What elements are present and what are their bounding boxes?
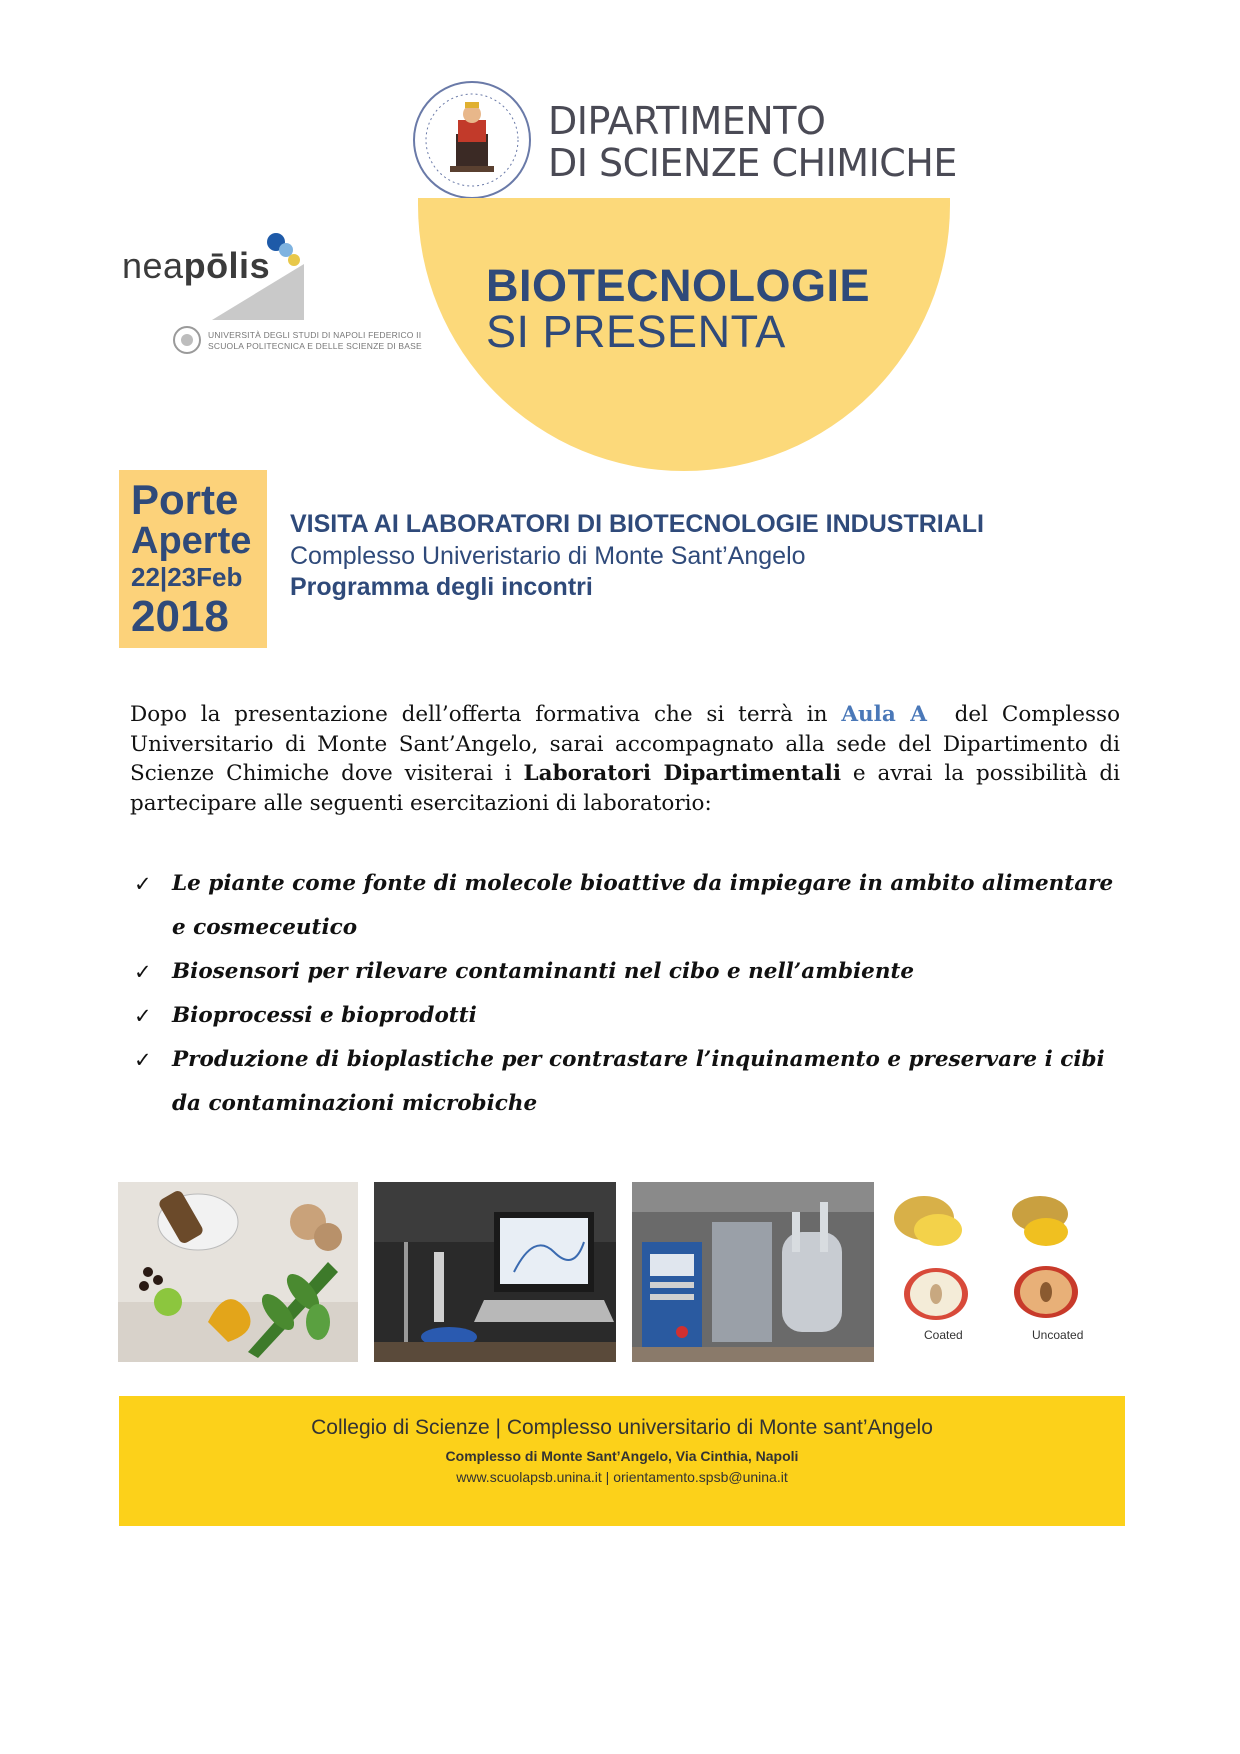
photo-coated-uncoated-food: [890, 1182, 1124, 1362]
list-item-text: Produzione di bioplastiche per contrastare l’inquinamento e preservare i cibi da contaminazioni microbiche: [172, 1047, 1105, 1116]
check-icon: ✓: [134, 960, 152, 984]
unina-seal-icon: [172, 325, 202, 355]
footer-address: Complesso di Monte Sant’Angelo, Via Cinthia, Napoli: [445, 1448, 799, 1464]
footer-banner: [119, 1396, 1125, 1526]
list-item: [130, 1038, 1130, 1126]
unina-text-line1: UNIVERSITÀ DEGLI STUDI DI NAPOLI FEDERICO II: [208, 330, 422, 340]
neapolis-word-bold: pōlis: [183, 245, 271, 286]
check-icon: ✓: [134, 872, 152, 896]
unina-school-text: [208, 330, 422, 352]
check-icon: ✓: [134, 1004, 152, 1028]
department-title-line2: DI SCIENZE CHIMICHE: [548, 141, 957, 185]
uncoated-label: Uncoated: [1032, 1328, 1084, 1342]
photo-herbs-mortar: [118, 1182, 358, 1362]
list-item-text: Biosensori per rilevare contaminanti nel cibo e nell’ambiente: [172, 959, 915, 984]
porte-aperte-line1: Porte: [131, 476, 239, 523]
unina-text-line2: SCUOLA POLITECNICA E DELLE SCIENZE DI BASE: [208, 341, 422, 351]
list-item-text: Le piante come fonte di molecole bioattive da impiegare in ambito alimentare e cosmeceutico: [172, 871, 1114, 940]
list-item: [130, 950, 1130, 994]
intro-aula: Aula A: [841, 702, 927, 727]
footer-line1: Collegio di Scienze | Complesso universitario di Monte sant’Angelo: [311, 1416, 933, 1439]
list-item: [130, 994, 1130, 1038]
porte-aperte-dates: 22|23Feb: [131, 562, 243, 592]
porte-aperte-badge: [119, 470, 267, 648]
list-item-text: Bioprocessi e bioprodotti: [172, 1003, 477, 1028]
visit-subtitle: Complesso Univeristario di Monte Sant’Angelo: [290, 542, 806, 570]
department-seal-logo: [410, 78, 534, 202]
coated-label: Coated: [924, 1328, 963, 1342]
photo-bioreactor: [632, 1182, 874, 1362]
photo-biosensor-laptop: [374, 1182, 616, 1362]
neapolis-logo-graphic: [206, 230, 310, 326]
headline-line1: BIOTECNOLOGIE: [486, 260, 871, 311]
department-title: [548, 100, 957, 184]
footer-contacts: www.scuolapsb.unina.it | orientamento.spsb@unina.it: [456, 1469, 788, 1485]
intro-part2: del Complesso Universitario di Monte Sant’Angelo, sarai accompagnato alla sede del Dipartimento di Scienze Chimiche dove visiterai i: [130, 702, 1121, 786]
intro-labs: Laboratori Dipartimentali: [523, 761, 842, 786]
intro-paragraph: [130, 700, 1120, 818]
headline-line2: SI PRESENTA: [486, 306, 786, 357]
visit-title: VISITA AI LABORATORI DI BIOTECNOLOGIE INDUSTRIALI: [290, 510, 984, 538]
porte-aperte-line2: Aperte: [131, 520, 252, 562]
visit-program: Programma degli incontri: [290, 573, 593, 601]
intro-part1: Dopo la presentazione dell’offerta formativa che si terrà in: [130, 702, 828, 727]
porte-aperte-year: 2018: [131, 592, 229, 641]
neapolis-word-light: nea: [122, 245, 184, 286]
check-icon: ✓: [134, 1048, 152, 1072]
department-title-line1: DIPARTIMENTO: [548, 99, 826, 143]
activity-list: [130, 862, 1130, 1126]
intro-part3: e avrai la possibilità di partecipare alle seguenti esercitazioni di laboratorio:: [130, 761, 1121, 816]
list-item: [130, 862, 1130, 950]
